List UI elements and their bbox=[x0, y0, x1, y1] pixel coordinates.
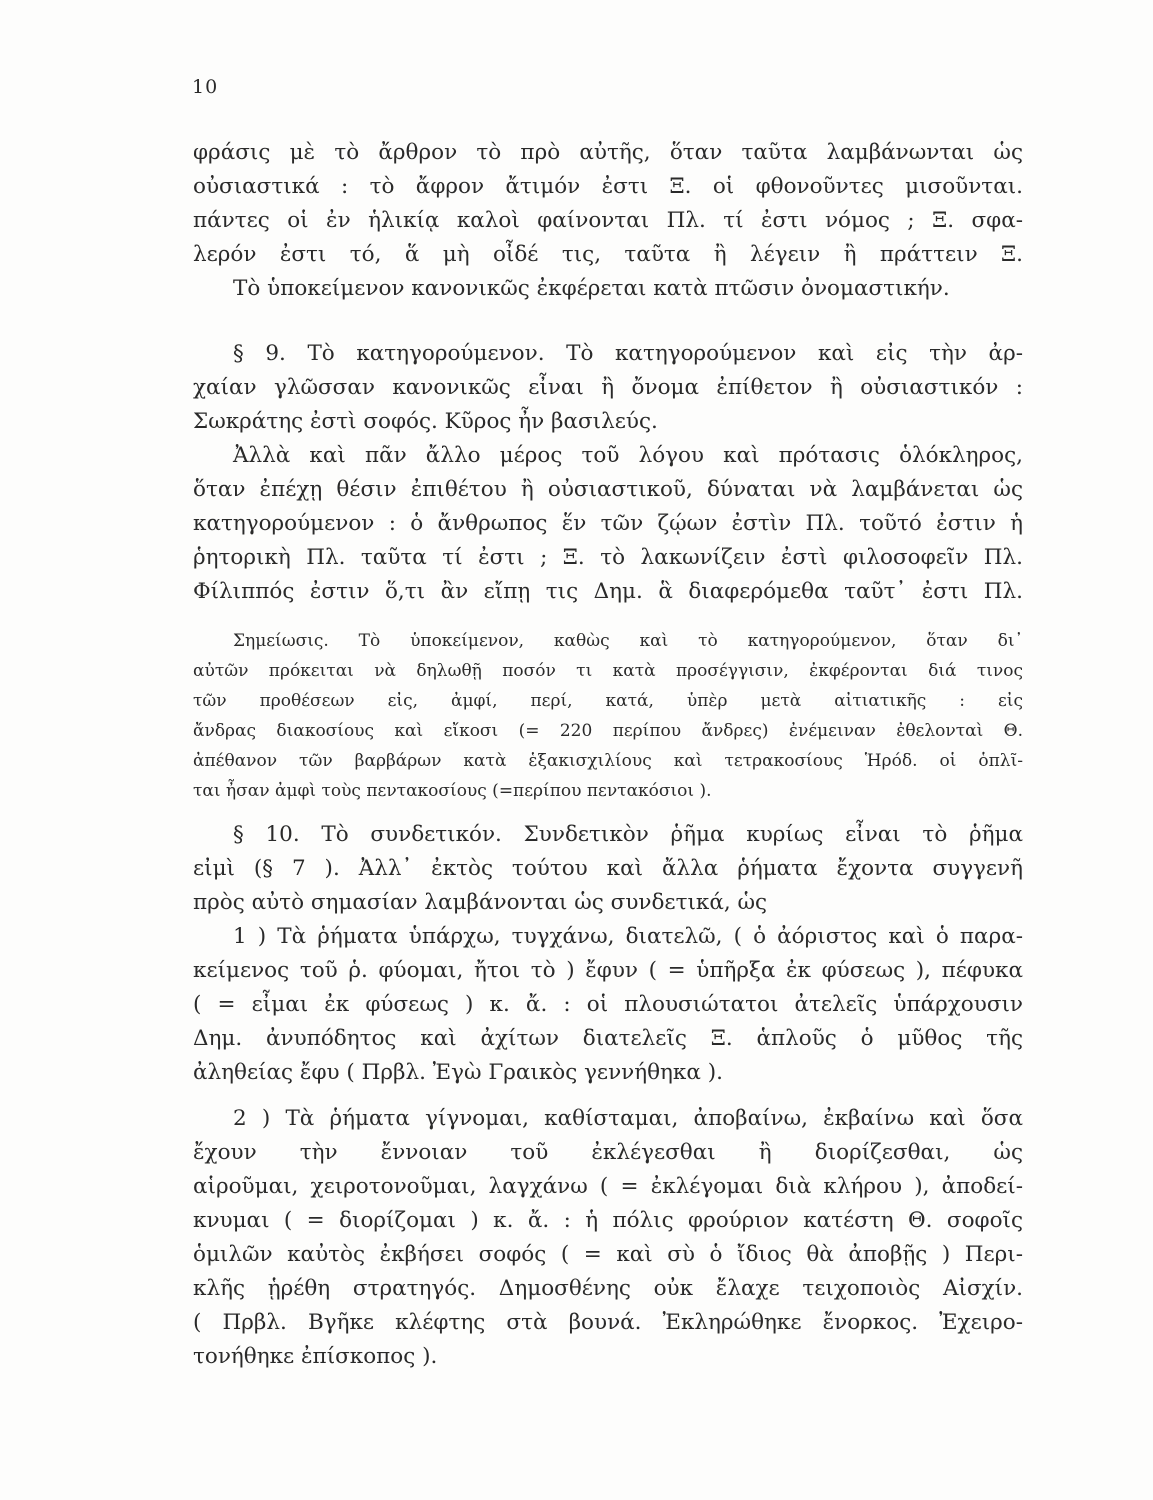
text-line: χαίαν γλῶσσαν κανονικῶς εἶναι ἢ ὄνομα ἐπίθετον ἢ οὐσιαστικόν : bbox=[193, 375, 1023, 400]
section-heading-line: § 10. Τὸ συνδετικόν. Συνδετικὸν ῥῆμα κυρίως εἶναι τὸ ῥῆμα bbox=[233, 822, 1023, 847]
note-line: τῶν προθέσεων εἰς, ἀμφί, περί, κατά, ὑπὲρ μετὰ αἰτιατικῆς : εἰς bbox=[193, 691, 1023, 711]
note-line: ται ἦσαν ἀμφὶ τοὺς πεντακοσίους (=περίπου πεντακόσιοι ). bbox=[193, 781, 712, 801]
text-line: ( Πρβλ. Βγῆκε κλέφτης στὰ βουνά. Ἐκληρώθηκε ἔνορκος. Ἐχειρο- bbox=[193, 1310, 1023, 1335]
section-9-predicate bbox=[193, 337, 1023, 609]
text-line: Φίλιππός ἐστιν ὅ,τι ἂν εἴπῃ τις Δημ. ἃ διαφερόμεθα ταῦτ᾽ ἐστι Πλ. bbox=[193, 579, 1023, 604]
text-line: ( = εἶμαι ἐκ φύσεως ) κ. ἄ. : οἱ πλουσιώτατοι ἀτελεῖς ὑπάρχουσιν bbox=[193, 992, 1023, 1017]
text-line: πάντες οἱ ἐν ἡλικίᾳ καλοὶ φαίνονται Πλ. τί ἐστι νόμος ; Ξ. σφα- bbox=[193, 208, 1023, 233]
text-line: κατηγορούμενον : ὁ ἄνθρωπος ἕν τῶν ζῴων ἐστὶν Πλ. τοῦτό ἐστιν ἡ bbox=[193, 511, 1023, 536]
page-number: 10 bbox=[192, 76, 219, 98]
text-line: ὁμιλῶν καὐτὸς ἐκβήσει σοφός ( = καὶ σὺ ὁ ἴδιος θὰ ἀποβῇς ) Περι- bbox=[193, 1242, 1023, 1267]
note-line: ἄνδρας διακοσίους καὶ εἴκοσι (= 220 περίπου ἄνδρες) ἐνέμειναν ἐθελονταὶ Θ. bbox=[193, 721, 1023, 741]
paragraph-subject-articular bbox=[193, 136, 1023, 306]
section-10-copula bbox=[193, 818, 1023, 1090]
text-line: 1 ) Τὰ ῥήματα ὑπάρχω, τυγχάνω, διατελῶ, ( ὁ ἀόριστος καὶ ὁ παρα- bbox=[233, 924, 1023, 949]
text-line: φράσις μὲ τὸ ἄρθρον τὸ πρὸ αὐτῆς, ὅταν ταῦτα λαμβάνωνται ὡς bbox=[193, 140, 1023, 165]
note-line: ἀπέθανον τῶν βαρβάρων κατὰ ἑξακισχιλίους καὶ τετρακοσίους Ἡρόδ. οἱ ὁπλῖ- bbox=[193, 751, 1023, 771]
text-line: ἔχουν τὴν ἔννοιαν τοῦ ἐκλέγεσθαι ἢ διορίζεσθαι, ὡς bbox=[193, 1140, 1023, 1165]
note-line: αὐτῶν πρόκειται νὰ δηλωθῇ ποσόν τι κατὰ προσέγγισιν, ἐκφέρονται διά τινος bbox=[193, 661, 1023, 681]
section-heading-line: § 9. Τὸ κατηγορούμενον. Τὸ κατηγορούμενον καὶ εἰς τὴν ἀρ- bbox=[233, 341, 1023, 366]
note-line: Σημείωσις. Τὸ ὑποκείμενον, καθὼς καὶ τὸ κατηγορούμενον, ὅταν δι᾽ bbox=[233, 631, 1023, 651]
text-line: Τὸ ὑποκείμενον κανονικῶς ἐκφέρεται κατὰ πτῶσιν ὀνομαστικήν. bbox=[233, 276, 950, 301]
text-line: κλῆς ᾑρέθη στρατηγός. Δημοσθένης οὐκ ἔλαχε τειχοποιὸς Αἰσχίν. bbox=[193, 1276, 1023, 1301]
text-line: εἰμὶ (§ 7 ). Ἀλλ᾽ ἐκτὸς τούτου καὶ ἄλλα ῥήματα ἔχοντα συγγενῆ bbox=[193, 856, 1023, 881]
text-line: λερόν ἐστι τό, ἅ μὴ οἶδέ τις, ταῦτα ἢ λέγειν ἢ πράττειν Ξ. bbox=[193, 242, 1023, 267]
paragraph-verbs-becoming bbox=[193, 1102, 1023, 1374]
text-line: κείμενος τοῦ ῥ. φύομαι, ἤτοι τὸ ) ἔφυν ( = ὑπῆρξα ἐκ φύσεως ), πέφυκα bbox=[193, 958, 1023, 983]
text-line: ὅταν ἐπέχῃ θέσιν ἐπιθέτου ἢ οὐσιαστικοῦ, δύναται νὰ λαμβάνεται ὡς bbox=[193, 477, 1023, 502]
text-line: Δημ. ἀνυπόδητος καὶ ἀχίτων διατελεῖς Ξ. ἁπλοῦς ὁ μῦθος τῆς bbox=[193, 1026, 1023, 1051]
text-line: αἱροῦμαι, χειροτονοῦμαι, λαγχάνω ( = ἐκλέγομαι διὰ κλήρου ), ἀποδεί- bbox=[193, 1174, 1023, 1199]
note-block bbox=[193, 626, 1023, 806]
text-line: τονήθηκε ἐπίσκοπος ). bbox=[193, 1344, 438, 1369]
text-line: πρὸς αὐτὸ σημασίαν λαμβάνονται ὡς συνδετικά, ὡς bbox=[193, 890, 768, 915]
text-line: Ἀλλὰ καὶ πᾶν ἄλλο μέρος τοῦ λόγου καὶ πρότασις ὁλόκληρος, bbox=[233, 443, 1023, 468]
text-line: ῥητορικὴ Πλ. ταῦτα τί ἐστι ; Ξ. τὸ λακωνίζειν ἐστὶ φιλοσοφεῖν Πλ. bbox=[193, 545, 1023, 570]
text-line: οὐσιαστικά : τὸ ἄφρον ἄτιμόν ἐστι Ξ. οἱ φθονοῦντες μισοῦνται. bbox=[193, 174, 1023, 199]
text-line: Σωκράτης ἐστὶ σοφός. Κῦρος ἦν βασιλεύς. bbox=[193, 409, 658, 434]
text-line: ἀληθείας ἔφυ ( Πρβλ. Ἐγὼ Γραικὸς γεννήθηκα ). bbox=[193, 1060, 723, 1085]
text-line: κνυμαι ( = διορίζομαι ) κ. ἄ. : ἡ πόλις φρούριον κατέστη Θ. σοφοῖς bbox=[193, 1208, 1023, 1233]
text-line: 2 ) Τὰ ῥήματα γίγνομαι, καθίσταμαι, ἀποβαίνω, ἐκβαίνω καὶ ὅσα bbox=[233, 1106, 1023, 1131]
